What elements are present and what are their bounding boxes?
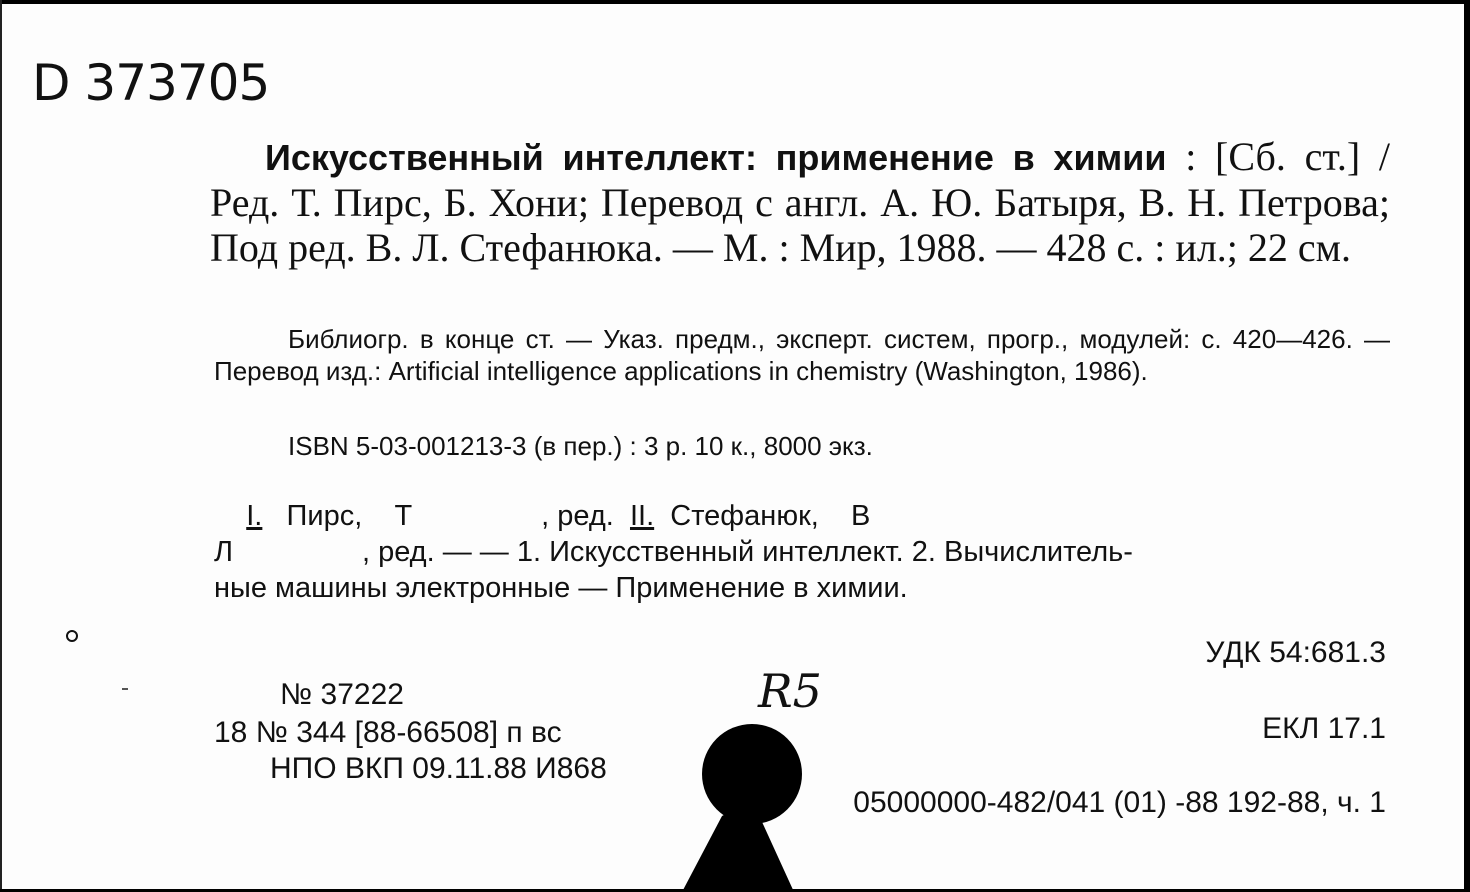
ekl-code: ЕКЛ 17.1	[1262, 712, 1386, 745]
tracing-entry2-initial: В	[851, 500, 871, 532]
tracing-line-1	[214, 498, 1384, 534]
card-border-left	[0, 0, 2, 892]
bibliographic-notes: Библиогр. в конце ст. — Указ. предм., эксперт. систем, прогр., модулей: с. 420—426. — Перевод изд.: Artificial intelligence applications in chemistry (Washington, 1986).	[214, 324, 1390, 386]
tracing-line2-rest: , ред. — — 1. Искусственный интеллект. 2. Вычислитель-	[361, 536, 1133, 568]
record-body: : [Сб. ст.] / Ред. Т. Пирс, Б. Хони; Перевод с англ. А. Ю. Батыря, В. Н. Петрова; Под ред. В. Л. Стефанюка. — М. : Мир, 1988. — 428 с. : ил.; 22 см.	[210, 134, 1390, 270]
tracing-entry1-initial: Т	[394, 500, 413, 532]
tracing-entry1-name: Пирс,	[286, 500, 363, 532]
tracing-entry1-role: , ред.	[541, 500, 614, 532]
small-circle-mark	[66, 630, 78, 642]
tracing-line-3: ные машины электронные — Применение в химии.	[214, 572, 908, 604]
udk-code: УДК 54:681.3	[1205, 636, 1386, 669]
tracing-entry2-name: Стефанюк,	[670, 500, 819, 532]
record-title: Искусственный интеллект: применение в химии	[265, 137, 1167, 178]
call-number: D 373705	[32, 54, 270, 112]
npo-info: НПО ВКП 09.11.88 И868	[270, 752, 607, 785]
ink-blot-icon	[682, 720, 822, 892]
handwritten-mark: R5	[758, 664, 822, 718]
classification-code: 05000000-482/041 (01) -88 192-88, ч. 1	[853, 786, 1386, 819]
tracing-line-2	[214, 534, 1384, 570]
print-info: 18 № 344 [88-66508] п вс	[214, 716, 562, 749]
tracing-roman-1: I.	[246, 500, 263, 532]
tracings-block	[214, 498, 1384, 606]
small-tick-mark	[122, 688, 128, 690]
order-number: № 37222	[280, 678, 404, 711]
isbn-line: ISBN 5-03-001213-3 (в пер.) : 3 р. 10 к., 8000 экз.	[288, 431, 873, 461]
bibliographic-record	[210, 134, 1390, 270]
tracing-line2-initial: Л	[214, 536, 234, 568]
card-border-top	[0, 0, 1470, 4]
tracing-roman-2: II.	[629, 500, 655, 532]
card-border-right	[1464, 0, 1470, 892]
